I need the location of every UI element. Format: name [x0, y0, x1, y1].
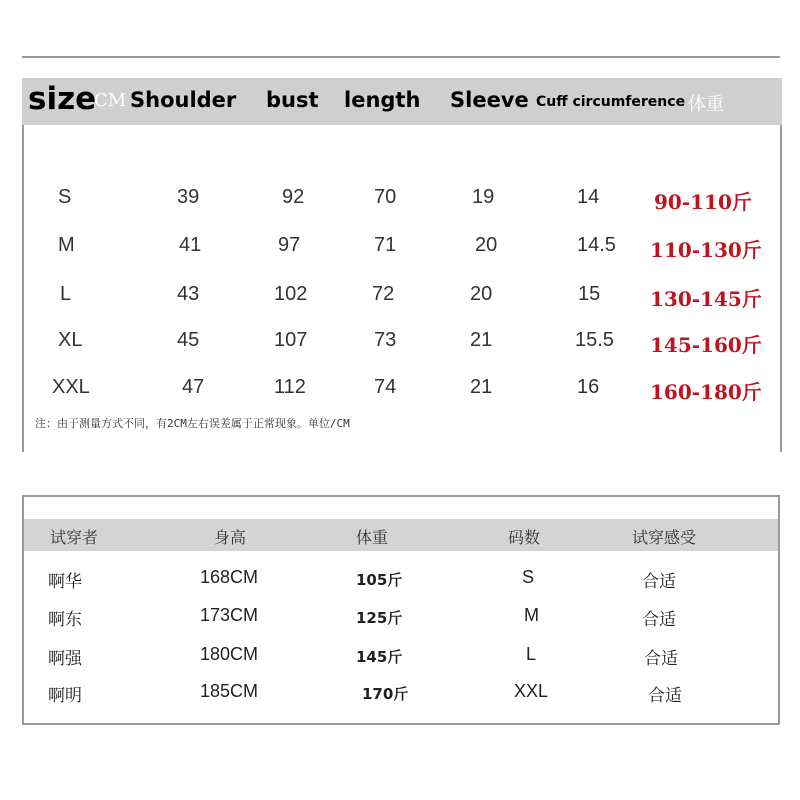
row-shoulder: 45	[177, 329, 200, 351]
header-cuff: Cuff circumference	[536, 94, 686, 110]
header-length: length	[344, 88, 421, 112]
header-tester: 试穿者	[50, 528, 99, 547]
tester-name: 啊华	[48, 572, 82, 592]
tester-size: S	[522, 567, 535, 587]
row-length: 71	[374, 234, 397, 256]
tester-name: 啊东	[48, 610, 82, 630]
tester-feeling: 合适	[648, 686, 682, 706]
row-bust: 107	[274, 329, 308, 351]
tester-weight: 145斤	[356, 648, 403, 666]
tester-feeling: 合适	[642, 572, 676, 592]
tester-height: 173CM	[200, 605, 259, 625]
row-shoulder: 41	[179, 234, 202, 256]
top-divider	[22, 56, 780, 58]
size-chart-right-border	[780, 125, 782, 452]
row-shoulder: 47	[182, 376, 205, 398]
row-size: M	[58, 234, 75, 256]
row-size: S	[58, 186, 72, 208]
row-sleeve: 19	[472, 186, 495, 208]
tester-size: M	[524, 605, 539, 625]
row-bust: 102	[274, 283, 308, 305]
row-length: 74	[374, 376, 397, 398]
header-shoulder: Shoulder	[130, 88, 237, 112]
size-chart-header	[22, 78, 782, 125]
row-weight: 160-180斤	[650, 380, 762, 404]
row-sleeve: 20	[470, 283, 493, 305]
row-size: XL	[58, 329, 83, 351]
header-weight: 体重	[356, 528, 389, 547]
header-bust: bust	[266, 88, 319, 112]
row-cuff: 14	[577, 186, 600, 208]
row-weight: 130-145斤	[650, 287, 762, 311]
row-weight: 90-110斤	[654, 190, 752, 214]
row-shoulder: 43	[177, 283, 200, 305]
row-weight: 110-130斤	[650, 238, 762, 262]
tester-weight: 125斤	[356, 609, 403, 627]
tester-height: 180CM	[200, 644, 259, 664]
size-chart	[22, 78, 782, 452]
row-size: XXL	[52, 376, 90, 398]
tester-name: 啊强	[48, 649, 82, 669]
tester-feeling: 合适	[644, 649, 678, 669]
row-bust: 112	[274, 376, 306, 398]
try-on-table	[22, 495, 780, 725]
tester-feeling: 合适	[642, 610, 676, 630]
header-sleeve: Sleeve	[450, 88, 529, 112]
row-cuff: 15	[578, 283, 601, 305]
header-feeling: 试穿感受	[632, 528, 697, 547]
measurement-note: 注：由于测量方式不同，有2CM左右误差属于正常现象。单位/CM	[35, 417, 350, 430]
tester-size: XXL	[514, 681, 549, 701]
header-size: size	[28, 81, 97, 117]
tester-size: L	[526, 644, 537, 664]
row-shoulder: 39	[177, 186, 200, 208]
row-cuff: 15.5	[575, 329, 614, 351]
row-sleeve: 20	[475, 234, 498, 256]
header-cm: CM	[94, 90, 127, 111]
header-height: 身高	[214, 528, 247, 547]
row-length: 70	[374, 186, 397, 208]
row-size: L	[60, 283, 72, 305]
row-bust: 97	[278, 234, 301, 256]
row-sleeve: 21	[470, 376, 493, 398]
row-cuff: 14.5	[577, 234, 616, 256]
tester-weight: 170斤	[362, 685, 409, 703]
tester-height: 168CM	[200, 567, 259, 587]
row-length: 72	[372, 283, 395, 305]
row-weight: 145-160斤	[650, 333, 762, 357]
try-on-header	[24, 519, 778, 551]
tester-name: 啊明	[48, 686, 82, 706]
header-weight: 体重	[688, 94, 724, 115]
tester-height: 185CM	[200, 681, 259, 701]
row-sleeve: 21	[470, 329, 493, 351]
row-cuff: 16	[577, 376, 600, 398]
row-length: 73	[374, 329, 397, 351]
row-bust: 92	[282, 186, 305, 208]
tester-weight: 105斤	[356, 571, 403, 589]
header-size: 码数	[508, 528, 541, 547]
size-chart-left-border	[22, 125, 24, 452]
